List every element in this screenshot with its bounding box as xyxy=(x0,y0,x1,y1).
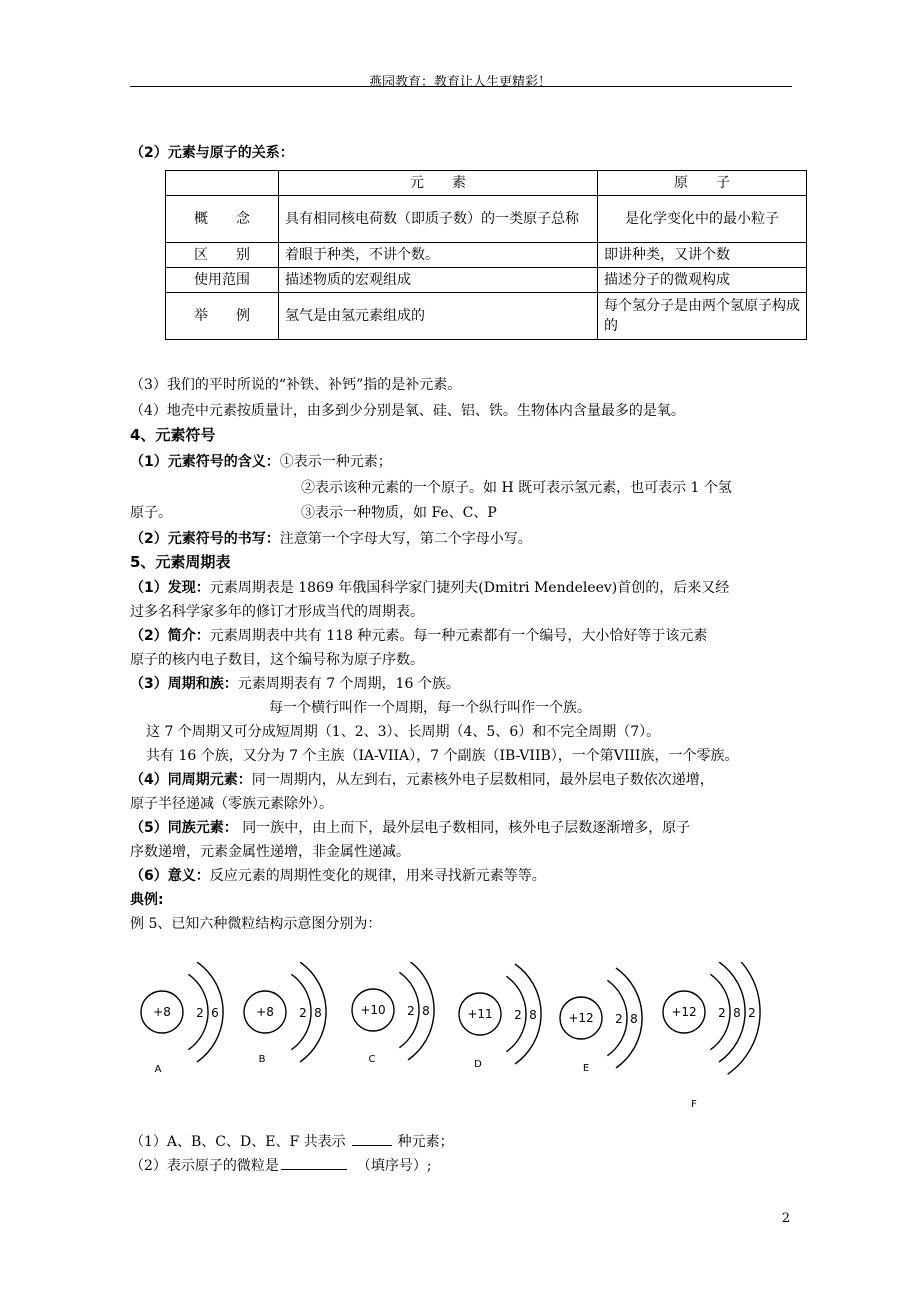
particle-label: E xyxy=(582,1063,590,1074)
page-header: 燕园教育：教育让人生更精彩！ xyxy=(368,75,551,90)
shell-electron-count: 2 xyxy=(299,1006,307,1020)
shell-electron-count: 8 xyxy=(422,1004,430,1018)
discovery-text-cont: 过多名科学家多年的修订才形成当代的周期表。 xyxy=(130,604,424,620)
particle-c xyxy=(352,962,434,1065)
significance-text: 反应元素的周期性变化的规律，用来寻找新元素等等。 xyxy=(209,868,546,884)
question-1 xyxy=(130,1131,454,1151)
period-group-text-4: 共有 16 个族，又分为 7 个主族（IA-VIIA），7 个副族（IB-VIIB），一个第VIII族，一个零族。 xyxy=(146,748,739,764)
table-cell: 原 子 xyxy=(598,171,807,196)
same-period-label: （4）同周期元素： xyxy=(130,772,252,788)
question-2 xyxy=(130,1155,432,1175)
same-group-label: （5）同族元素： xyxy=(130,820,238,836)
particle-a xyxy=(141,962,223,1075)
symbol-meaning-line xyxy=(130,451,392,471)
page-number: 2 xyxy=(781,1211,790,1226)
intro-line xyxy=(130,625,707,645)
table-cell: 每个氢分子是由两个氢原子构成的 xyxy=(598,293,807,340)
table-cell: 描述分子的微观构成 xyxy=(598,268,807,293)
intro-label: （2）简介： xyxy=(130,628,210,644)
table-cell: 元 素 xyxy=(279,171,598,196)
paragraph-4: （4）地壳中元素按质量计，由多到少分别是氧、硅、铝、铁。生物体内含量最多的是氧。 xyxy=(130,403,685,419)
table-cell: 区 别 xyxy=(166,243,279,268)
nucleus-charge: +8 xyxy=(256,1005,274,1019)
particle-d xyxy=(459,964,541,1070)
table-cell: 氢气是由氢元素组成的 xyxy=(279,293,598,340)
question-2-suffix: （填序号）; xyxy=(356,1158,432,1174)
table-cell: 概 念 xyxy=(166,196,279,243)
particle-b xyxy=(244,962,326,1065)
particle-label: F xyxy=(691,1099,697,1110)
example-title: 典例: xyxy=(130,892,164,908)
shell-electron-count: 2 xyxy=(615,1012,623,1026)
section-2-label: （2）元素与原子的关系： xyxy=(130,145,294,161)
shell-electron-count: 6 xyxy=(211,1006,219,1020)
table-cell: 即讲种类，又讲个数 xyxy=(598,243,807,268)
same-period-line xyxy=(130,769,714,789)
symbol-writing-label: （2）元素符号的书写： xyxy=(130,531,280,547)
question-2-blank[interactable] xyxy=(281,1155,347,1170)
symbol-meaning-3: ③表示一种物质，如 Fe、C、P xyxy=(301,505,497,521)
question-1-suffix: 种元素； xyxy=(397,1134,454,1150)
nucleus-charge: +8 xyxy=(153,1005,171,1019)
shell-electron-count: 8 xyxy=(630,1012,638,1026)
discovery-line xyxy=(130,577,729,597)
same-group-text-cont: 序数递增，元素金属性递增，非金属性递减。 xyxy=(130,844,410,860)
period-group-line xyxy=(130,673,460,693)
symbol-meaning-label: （1）元素符号的含义： xyxy=(130,454,280,470)
period-group-label: （3）周期和族： xyxy=(130,676,238,692)
particle-f xyxy=(663,962,760,1110)
significance-label: （6）意义： xyxy=(130,868,210,884)
particle-label: A xyxy=(154,1064,162,1075)
same-group-line xyxy=(130,817,690,837)
shell-electron-count: 2 xyxy=(514,1008,522,1022)
question-1-text: （1）A、B、C、D、E、F 共表示 xyxy=(130,1134,346,1150)
symbol-writing-text: 注意第一个字母大写，第二个字母小写。 xyxy=(279,531,532,547)
period-group-text-3: 这 7 个周期又可分成短周期（1、2、3）、长周期（4、5、6）和不完全周期（7）。 xyxy=(146,724,661,740)
shell-electron-count: 2 xyxy=(196,1006,204,1020)
table-cell: 着眼于种类，不讲个数。 xyxy=(279,243,598,268)
question-1-blank[interactable] xyxy=(352,1131,392,1146)
table-cell: 描述物质的宏观组成 xyxy=(279,268,598,293)
shell-electron-count: 8 xyxy=(733,1006,741,1020)
paragraph-3: （3）我们的平时所说的“补铁、补钙”指的是补元素。 xyxy=(130,377,462,393)
example-intro: 例 5、已知六种微粒结构示意图分别为： xyxy=(130,916,382,932)
table-row xyxy=(166,196,807,243)
question-2-text: （2）表示原子的微粒是 xyxy=(130,1158,279,1174)
same-period-text: 同一周期内，从左到右，元素核外电子层数相同，最外层电子数依次递增， xyxy=(251,772,714,788)
significance-line xyxy=(130,865,546,885)
heading-periodic-table: 5、元素周期表 xyxy=(130,553,231,571)
nucleus-charge: +12 xyxy=(671,1005,697,1019)
table-row xyxy=(166,243,807,268)
table-cell: 具有相同核电荷数（即质子数）的一类原子总称 xyxy=(279,196,598,243)
shell-electron-count: 8 xyxy=(314,1006,322,1020)
symbol-meaning-2: ②表示该种元素的一个原子。如 H 既可表示氢元素，也可表示 1 个氢 xyxy=(301,480,732,496)
same-period-text-cont: 原子半径递减（零族元素除外）。 xyxy=(130,796,333,812)
table-cell xyxy=(166,171,279,196)
particle-e xyxy=(560,968,642,1074)
symbol-meaning-2-cont: 原子。 xyxy=(130,505,172,521)
particle-diagrams xyxy=(0,962,920,1122)
symbol-meaning-1: ①表示一种元素； xyxy=(279,454,392,470)
shell-electron-count: 2 xyxy=(718,1006,726,1020)
heading-element-symbol: 4、元素符号 xyxy=(130,426,216,444)
table-cell: 举 例 xyxy=(166,293,279,340)
nucleus-charge: +10 xyxy=(360,1003,386,1017)
header-rule xyxy=(130,86,792,87)
shell-electron-count: 2 xyxy=(407,1004,415,1018)
table-cell: 使用范围 xyxy=(166,268,279,293)
table-row xyxy=(166,293,807,340)
table-header-row xyxy=(166,171,807,196)
nucleus-charge: +11 xyxy=(467,1007,493,1021)
symbol-writing-line xyxy=(130,528,532,548)
element-atom-table xyxy=(165,170,807,340)
shell-electron-count: 2 xyxy=(748,1006,756,1020)
same-group-text: 同一族中，由上而下，最外层电子数相同，核外电子层数逐渐增多，原子 xyxy=(237,820,691,836)
discovery-text: 元素周期表是 1869 年俄国科学家门捷列夫(Dmitri Mendeleev)首创的，后来又经 xyxy=(209,580,730,596)
intro-text: 元素周期表中共有 118 种元素。每一种元素都有一个编号，大小恰好等于该元素 xyxy=(209,628,708,644)
particle-label: D xyxy=(474,1059,482,1070)
table-row xyxy=(166,268,807,293)
table-cell: 是化学变化中的最小粒子 xyxy=(598,196,807,243)
nucleus-charge: +12 xyxy=(568,1011,594,1025)
shell-electron-count: 8 xyxy=(529,1008,537,1022)
period-group-text-2: 每一个横行叫作一个周期，每一个纵行叫作一个族。 xyxy=(269,700,591,716)
particle-label: B xyxy=(258,1054,266,1065)
period-group-text: 元素周期表有 7 个周期，16 个族。 xyxy=(237,676,460,692)
discovery-label: （1）发现： xyxy=(130,580,210,596)
particle-label: C xyxy=(368,1054,376,1065)
intro-text-cont: 原子的核内电子数目，这个编号称为原子序数。 xyxy=(130,652,424,668)
